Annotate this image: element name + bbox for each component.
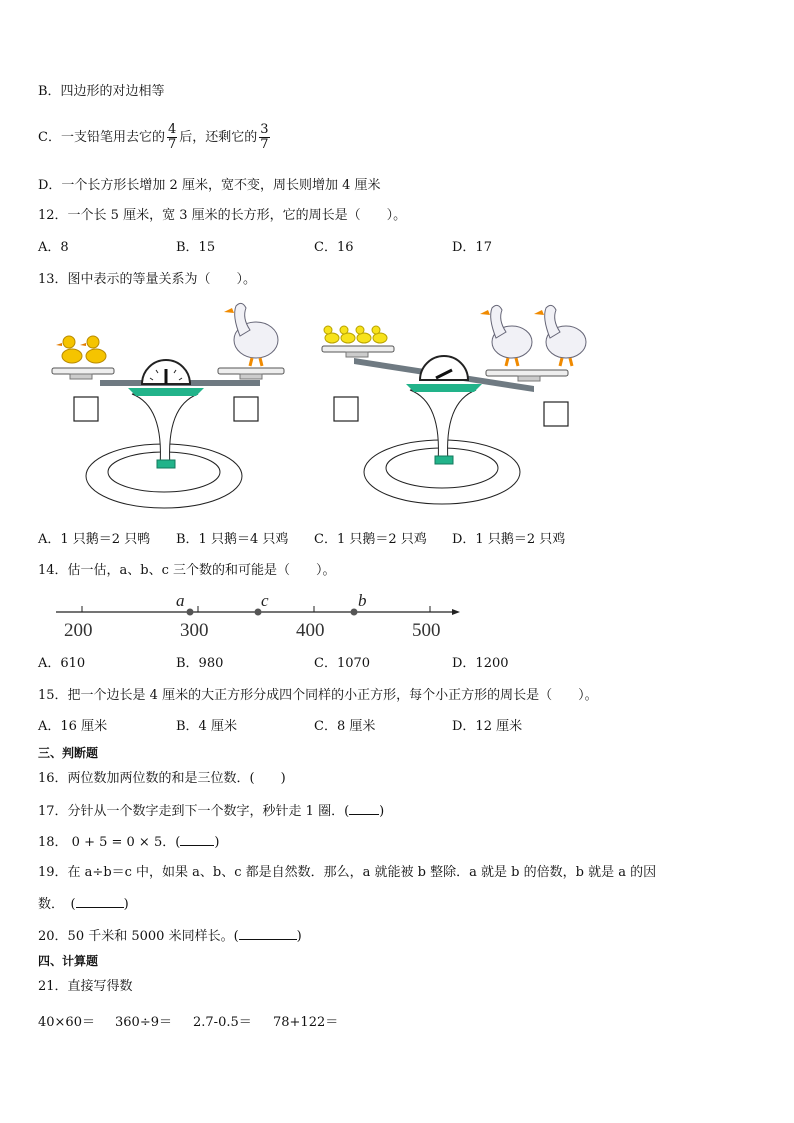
q20-answer-blank[interactable] xyxy=(239,927,297,940)
q14-stem: 14．估一估，a、b、c 三个数的和可能是（ ）。 xyxy=(38,563,336,578)
q20: 20．50 千米和 5000 米同样长。( ) xyxy=(38,929,302,944)
fraction-3-7: $\frac{3}{7}$ xyxy=(260,122,269,152)
q18-text: 18． 0 + 5 = 0 × 5．( xyxy=(38,835,181,850)
section-3-heading: 三、判断题 xyxy=(38,746,99,760)
fraction-4-7: $\frac{4}{7}$ xyxy=(167,122,177,152)
balance-scale-left-figure xyxy=(46,296,306,514)
chick-icon xyxy=(372,326,387,343)
q15-stem: 15．把一个边长是 4 厘米的大正方形分成四个同样的小正方形，每个小正方形的周长是（ ）。 xyxy=(38,688,598,703)
label-a: a xyxy=(176,591,185,610)
q14-option-c[interactable]: C．1070 xyxy=(314,656,371,671)
goose-icon xyxy=(224,303,278,366)
option-c-prev xyxy=(38,120,272,156)
pivot-base xyxy=(128,388,204,396)
stand-foot xyxy=(157,460,175,468)
answer-box-right-1[interactable] xyxy=(234,397,258,421)
chick-icon xyxy=(324,326,339,343)
answer-box-right-2[interactable] xyxy=(544,402,568,426)
axis-arrow-icon xyxy=(452,609,460,615)
scale-stand xyxy=(132,394,198,466)
q19-line-2: 数． ( ) xyxy=(38,897,129,912)
calc-row xyxy=(38,1014,338,1032)
q14-option-d[interactable]: D．1200 xyxy=(452,656,509,671)
q15-option-a[interactable]: A．16 厘米 xyxy=(38,719,108,734)
duck-icon xyxy=(56,336,82,363)
duck-icon xyxy=(80,336,106,363)
goose-icon xyxy=(534,305,586,366)
number-line-figure xyxy=(52,590,462,642)
left-pan xyxy=(52,368,114,379)
q13-option-a[interactable]: A．1 只鹅＝2 只鸭 xyxy=(38,532,151,547)
q20-text: 20．50 千米和 5000 米同样长。( xyxy=(38,929,239,944)
scale-stand xyxy=(410,390,476,462)
goose-icon xyxy=(480,305,532,366)
chick-icon xyxy=(356,326,371,343)
q17-answer-blank[interactable] xyxy=(349,802,379,815)
q15-option-d[interactable]: D．12 厘米 xyxy=(452,719,523,734)
tick-label-400: 400 xyxy=(296,620,325,641)
calc-item-3: 2.7-0.5＝ xyxy=(193,1015,252,1030)
chick-icon xyxy=(340,326,355,343)
calc-item-1: 40×60＝ xyxy=(38,1015,95,1030)
answer-box-left-1[interactable] xyxy=(74,397,98,421)
q14-option-b[interactable]: B．980 xyxy=(176,656,224,671)
q15-option-c[interactable]: C．8 厘米 xyxy=(314,719,376,734)
q12-option-b[interactable]: B．15 xyxy=(176,240,216,255)
q18-answer-blank[interactable] xyxy=(180,833,214,846)
dial xyxy=(420,356,468,380)
calc-item-2: 360÷9＝ xyxy=(115,1015,172,1030)
pivot-base xyxy=(406,384,482,392)
point-a xyxy=(187,609,194,616)
option-d-prev: D．一个长方形长增加 2 厘米，宽不变，周长则增加 4 厘米 xyxy=(38,178,381,193)
q21-text: 21．直接写得数 xyxy=(38,979,133,994)
q14-option-a[interactable]: A．610 xyxy=(38,656,86,671)
calc-item-4: 78+122＝ xyxy=(273,1015,339,1030)
q16-text: 16．两位数加两位数的和是三位数．( ) xyxy=(38,771,286,786)
label-b: b xyxy=(358,591,367,610)
point-b xyxy=(351,609,358,616)
q17-text: 17．分针从一个数字走到下一个数字，秒针走 1 圈．( xyxy=(38,804,350,819)
q13-option-d[interactable]: D．1 只鹅＝2 只鸡 xyxy=(452,532,566,547)
q12-option-c[interactable]: C．16 xyxy=(314,240,354,255)
label-c: c xyxy=(261,591,269,610)
q12-option-a[interactable]: A．8 xyxy=(38,240,69,255)
q19-text-2: 数． ( xyxy=(38,897,76,912)
tick-label-500: 500 xyxy=(412,620,441,641)
q13-option-c[interactable]: C．1 只鹅＝2 只鸡 xyxy=(314,532,427,547)
q19-answer-blank[interactable] xyxy=(76,895,124,908)
option-c-prefix: C．一支铅笔用去它的 xyxy=(38,130,165,145)
right-pan xyxy=(218,368,284,379)
q15-option-b[interactable]: B．4 厘米 xyxy=(176,719,237,734)
right-pan xyxy=(486,370,568,381)
q12-stem: 12．一个长 5 厘米，宽 3 厘米的长方形，它的周长是（ ）。 xyxy=(38,208,407,223)
q12-option-d[interactable]: D．17 xyxy=(452,240,492,255)
option-b-prev: B．四边形的对边相等 xyxy=(38,84,165,99)
option-c-middle: 后，还剩它的 xyxy=(179,130,258,145)
q17: 17．分针从一个数字走到下一个数字，秒针走 1 圈．( ) xyxy=(38,804,385,819)
q13-option-b[interactable]: B．1 只鹅＝4 只鸡 xyxy=(176,532,289,547)
stand-foot xyxy=(435,456,453,464)
tick-label-300: 300 xyxy=(180,620,209,641)
section-4-heading: 四、计算题 xyxy=(38,954,99,968)
answer-box-left-2[interactable] xyxy=(334,397,358,421)
balance-scale-right-figure xyxy=(316,296,592,514)
q13-stem: 13．图中表示的等量关系为（ ）。 xyxy=(38,272,257,287)
q18: 18． 0 + 5 = 0 × 5．( ) xyxy=(38,835,220,850)
q19-line-1: 19．在 a÷b＝c 中，如果 a、b、c 都是自然数．那么，a 就能被 b 整除．a 就是 b 的倍数，b 就是 a 的因 xyxy=(38,865,657,880)
tick-label-200: 200 xyxy=(64,620,93,641)
left-pan xyxy=(322,346,394,357)
